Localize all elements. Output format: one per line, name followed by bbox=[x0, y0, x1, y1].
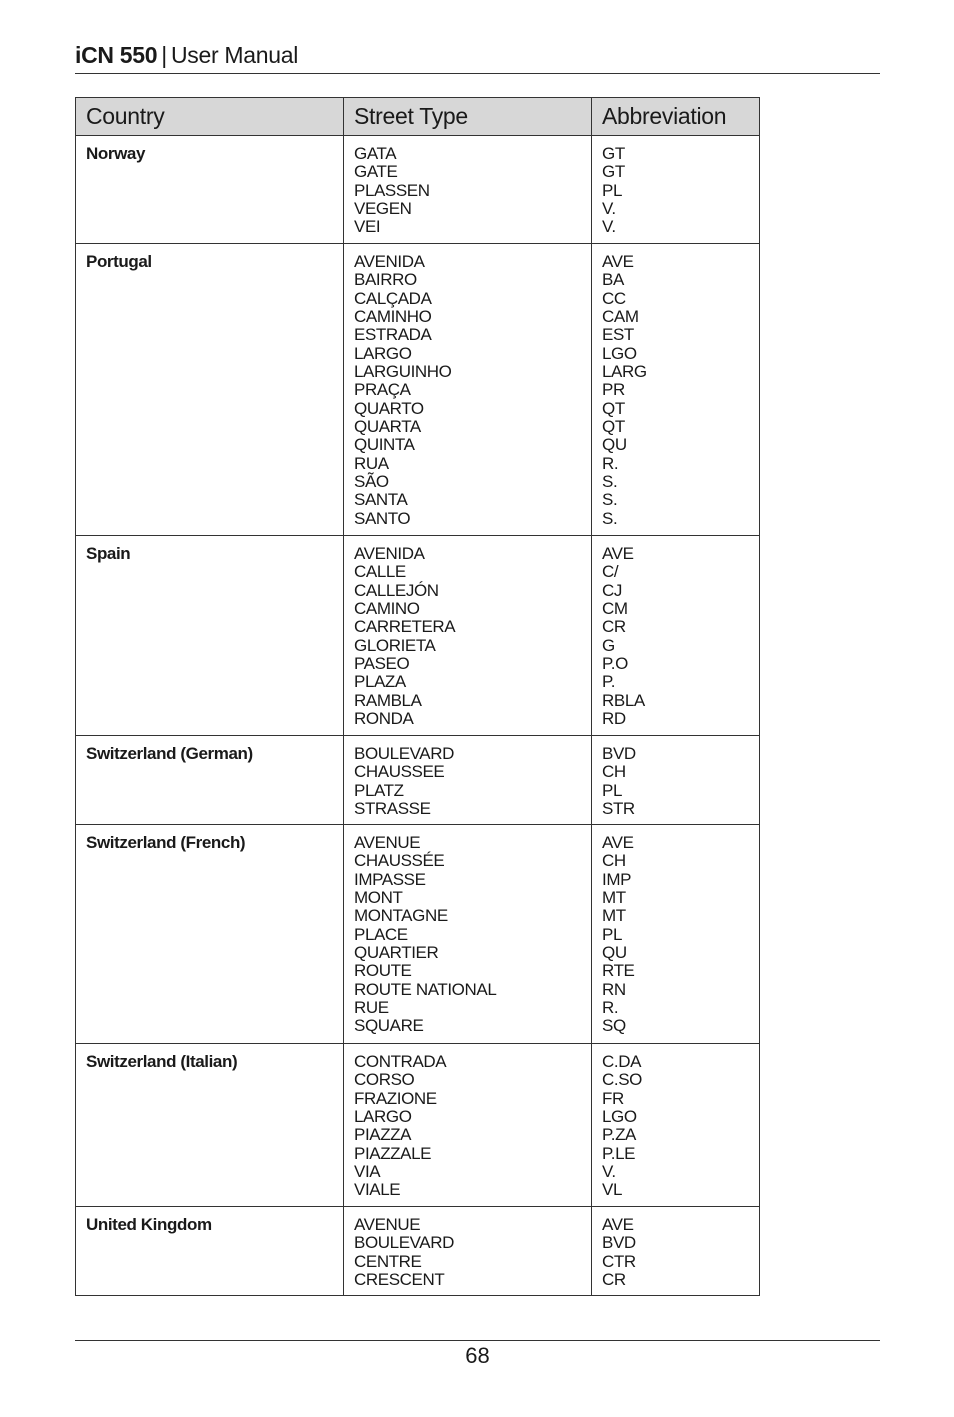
street-type-cell bbox=[344, 825, 592, 1044]
street-type-cell bbox=[344, 1044, 592, 1207]
table-header-row bbox=[76, 98, 760, 136]
street-type: LARGUINHO bbox=[354, 362, 452, 382]
street-type: GATA bbox=[354, 144, 397, 163]
abbreviation: C.DA bbox=[602, 1052, 642, 1071]
street-type: MONTAGNE bbox=[354, 906, 448, 926]
street-type: CENTRE bbox=[354, 1251, 422, 1271]
abbreviation: RBLA bbox=[602, 690, 645, 710]
page-header bbox=[75, 40, 880, 74]
abbreviation-cell bbox=[592, 1207, 760, 1296]
abbreviation: FR bbox=[602, 1088, 624, 1108]
street-type: PASEO bbox=[354, 654, 410, 674]
street-type: SÃO bbox=[354, 472, 389, 492]
street-type: QUARTO bbox=[354, 398, 424, 418]
abbreviation: CH bbox=[602, 762, 626, 782]
street-type-cell bbox=[344, 736, 592, 825]
street-type: PLATZ bbox=[354, 780, 404, 800]
country-cell: Switzerland (German) bbox=[76, 736, 344, 825]
abbreviation-cell bbox=[592, 244, 760, 536]
abbreviation: P.ZA bbox=[602, 1125, 636, 1145]
street-type-cell bbox=[344, 136, 592, 244]
abbreviation-cell bbox=[592, 736, 760, 825]
street-type: ESTRADA bbox=[354, 325, 432, 345]
abbreviation: CR bbox=[602, 617, 626, 637]
country-cell: Norway bbox=[76, 136, 344, 244]
abbreviation: AVE bbox=[602, 833, 634, 852]
street-type: STRASSE bbox=[354, 799, 431, 819]
column-header-street-type: Street Type bbox=[344, 98, 592, 136]
street-type: SANTO bbox=[354, 508, 411, 528]
abbreviation: GT bbox=[602, 162, 625, 182]
abbreviation: V. bbox=[602, 217, 616, 237]
street-type: RONDA bbox=[354, 709, 414, 729]
product-model: iCN 550 bbox=[75, 42, 158, 68]
street-type: CRESCENT bbox=[354, 1270, 445, 1290]
country-cell: Spain bbox=[76, 536, 344, 736]
street-type: CARRETERA bbox=[354, 617, 456, 637]
street-type: FRAZIONE bbox=[354, 1088, 437, 1108]
street-type: PLACE bbox=[354, 924, 408, 944]
street-type: RAMBLA bbox=[354, 690, 422, 710]
abbreviation: PL bbox=[602, 180, 622, 200]
abbreviation: R. bbox=[602, 998, 619, 1018]
abbreviation: C/ bbox=[602, 562, 619, 582]
street-type: MONT bbox=[354, 888, 403, 908]
street-type-cell bbox=[344, 244, 592, 536]
street-type: AVENIDA bbox=[354, 544, 425, 563]
street-type: AVENIDA bbox=[354, 252, 425, 271]
header-separator: | bbox=[161, 42, 167, 68]
street-type: PLAZA bbox=[354, 672, 406, 692]
street-type: CHAUSSÉE bbox=[354, 851, 445, 871]
street-type: AVENUE bbox=[354, 833, 421, 852]
abbreviation: BVD bbox=[602, 1233, 636, 1253]
document-title: User Manual bbox=[170, 42, 299, 68]
abbreviation: PR bbox=[602, 380, 625, 400]
country-cell: Portugal bbox=[76, 244, 344, 536]
street-type: QUARTA bbox=[354, 417, 421, 437]
table-row bbox=[76, 536, 760, 736]
street-type: CALLEJÓN bbox=[354, 580, 439, 600]
abbreviation: MT bbox=[602, 888, 626, 908]
street-type: IMPASSE bbox=[354, 869, 426, 889]
abbreviation: CM bbox=[602, 599, 628, 619]
street-type: CALLE bbox=[354, 562, 406, 582]
street-type: VIA bbox=[354, 1162, 381, 1182]
abbreviation: QT bbox=[602, 398, 625, 418]
abbreviation-cell bbox=[592, 825, 760, 1044]
page-number: 68 bbox=[465, 1343, 490, 1368]
abbreviation: STR bbox=[602, 799, 635, 819]
abbreviation: S. bbox=[602, 490, 618, 510]
abbreviation: RD bbox=[602, 709, 626, 729]
country-cell: Switzerland (Italian) bbox=[76, 1044, 344, 1207]
abbreviation-cell bbox=[592, 1044, 760, 1207]
table-row bbox=[76, 244, 760, 536]
abbreviation-cell bbox=[592, 536, 760, 736]
abbreviation: C.SO bbox=[602, 1070, 642, 1090]
street-type-cell bbox=[344, 536, 592, 736]
abbreviation-cell bbox=[592, 136, 760, 244]
abbreviation: RTE bbox=[602, 961, 635, 981]
abbreviation: QU bbox=[602, 943, 627, 963]
abbreviation: S. bbox=[602, 472, 618, 492]
street-type: PIAZZALE bbox=[354, 1143, 432, 1163]
abbreviation: BVD bbox=[602, 744, 636, 763]
abbreviation: LGO bbox=[602, 1107, 637, 1127]
street-type: RUE bbox=[354, 998, 389, 1018]
abbreviation: CAM bbox=[602, 307, 639, 327]
street-type: VIALE bbox=[354, 1180, 401, 1200]
street-type: BOULEVARD bbox=[354, 744, 455, 763]
abbreviation: VL bbox=[602, 1180, 622, 1200]
column-header-abbreviation: Abbreviation bbox=[592, 98, 760, 136]
abbreviation: P.LE bbox=[602, 1143, 636, 1163]
abbreviation: QU bbox=[602, 435, 627, 455]
abbreviation: P.O bbox=[602, 654, 628, 674]
street-type: CHAUSSEE bbox=[354, 762, 445, 782]
street-type: LARGO bbox=[354, 1107, 412, 1127]
column-header-country: Country bbox=[76, 98, 344, 136]
table-row bbox=[76, 736, 760, 825]
street-type: GATE bbox=[354, 162, 398, 182]
street-type: RUA bbox=[354, 453, 389, 473]
street-type: PLASSEN bbox=[354, 180, 430, 200]
abbreviation: LARG bbox=[602, 362, 647, 382]
abbreviation: PL bbox=[602, 780, 622, 800]
abbreviation: QT bbox=[602, 417, 625, 437]
street-type: QUARTIER bbox=[354, 943, 439, 963]
abbreviation: GT bbox=[602, 144, 625, 163]
abbreviation: CC bbox=[602, 288, 626, 308]
street-type: GLORIETA bbox=[354, 635, 436, 655]
abbreviation: AVE bbox=[602, 544, 634, 563]
street-type: QUINTA bbox=[354, 435, 415, 455]
abbreviation: RN bbox=[602, 979, 626, 999]
country-cell: United Kingdom bbox=[76, 1207, 344, 1296]
abbreviation: CH bbox=[602, 851, 626, 871]
street-type: PIAZZA bbox=[354, 1125, 412, 1145]
abbreviation: S. bbox=[602, 508, 618, 528]
abbreviation: G bbox=[602, 635, 615, 655]
abbreviation: MT bbox=[602, 906, 626, 926]
table-row bbox=[76, 825, 760, 1044]
footer-rule bbox=[75, 1340, 880, 1341]
abbreviation: SQ bbox=[602, 1016, 626, 1036]
abbreviation: EST bbox=[602, 325, 634, 345]
abbreviation: R. bbox=[602, 453, 619, 473]
street-type: CALÇADA bbox=[354, 288, 432, 308]
abbreviation: AVE bbox=[602, 1215, 634, 1234]
street-type: ROUTE NATIONAL bbox=[354, 979, 497, 999]
abbreviation: IMP bbox=[602, 869, 632, 889]
abbreviation: CR bbox=[602, 1270, 626, 1290]
street-type-cell bbox=[344, 1207, 592, 1296]
street-type: CAMINHO bbox=[354, 307, 432, 327]
street-type: AVENUE bbox=[354, 1215, 421, 1234]
abbreviation: V. bbox=[602, 1162, 616, 1182]
street-type: CONTRADA bbox=[354, 1052, 447, 1071]
street-type: SANTA bbox=[354, 490, 408, 510]
abbreviation: PL bbox=[602, 924, 622, 944]
table-row bbox=[76, 1044, 760, 1207]
abbreviation: LGO bbox=[602, 343, 637, 363]
abbreviation: BA bbox=[602, 270, 624, 290]
abbreviation: V. bbox=[602, 199, 616, 219]
street-type: ROUTE bbox=[354, 961, 412, 981]
abbreviation: CTR bbox=[602, 1251, 636, 1271]
street-type: LARGO bbox=[354, 343, 412, 363]
street-type: BAIRRO bbox=[354, 270, 417, 290]
street-type: CAMINO bbox=[354, 599, 420, 619]
street-type: PRAÇA bbox=[354, 380, 411, 400]
street-type: BOULEVARD bbox=[354, 1233, 455, 1253]
table-row bbox=[76, 1207, 760, 1296]
abbreviation: AVE bbox=[602, 252, 634, 271]
table-body bbox=[76, 136, 760, 1296]
table-row bbox=[76, 136, 760, 244]
country-cell: Switzerland (French) bbox=[76, 825, 344, 1044]
abbreviation: CJ bbox=[602, 580, 622, 600]
street-type: VEGEN bbox=[354, 199, 412, 219]
abbreviation: P. bbox=[602, 672, 616, 692]
street-type: CORSO bbox=[354, 1070, 415, 1090]
street-abbreviation-table bbox=[75, 97, 760, 1296]
street-type: VEI bbox=[354, 217, 381, 237]
street-type: SQUARE bbox=[354, 1016, 424, 1036]
